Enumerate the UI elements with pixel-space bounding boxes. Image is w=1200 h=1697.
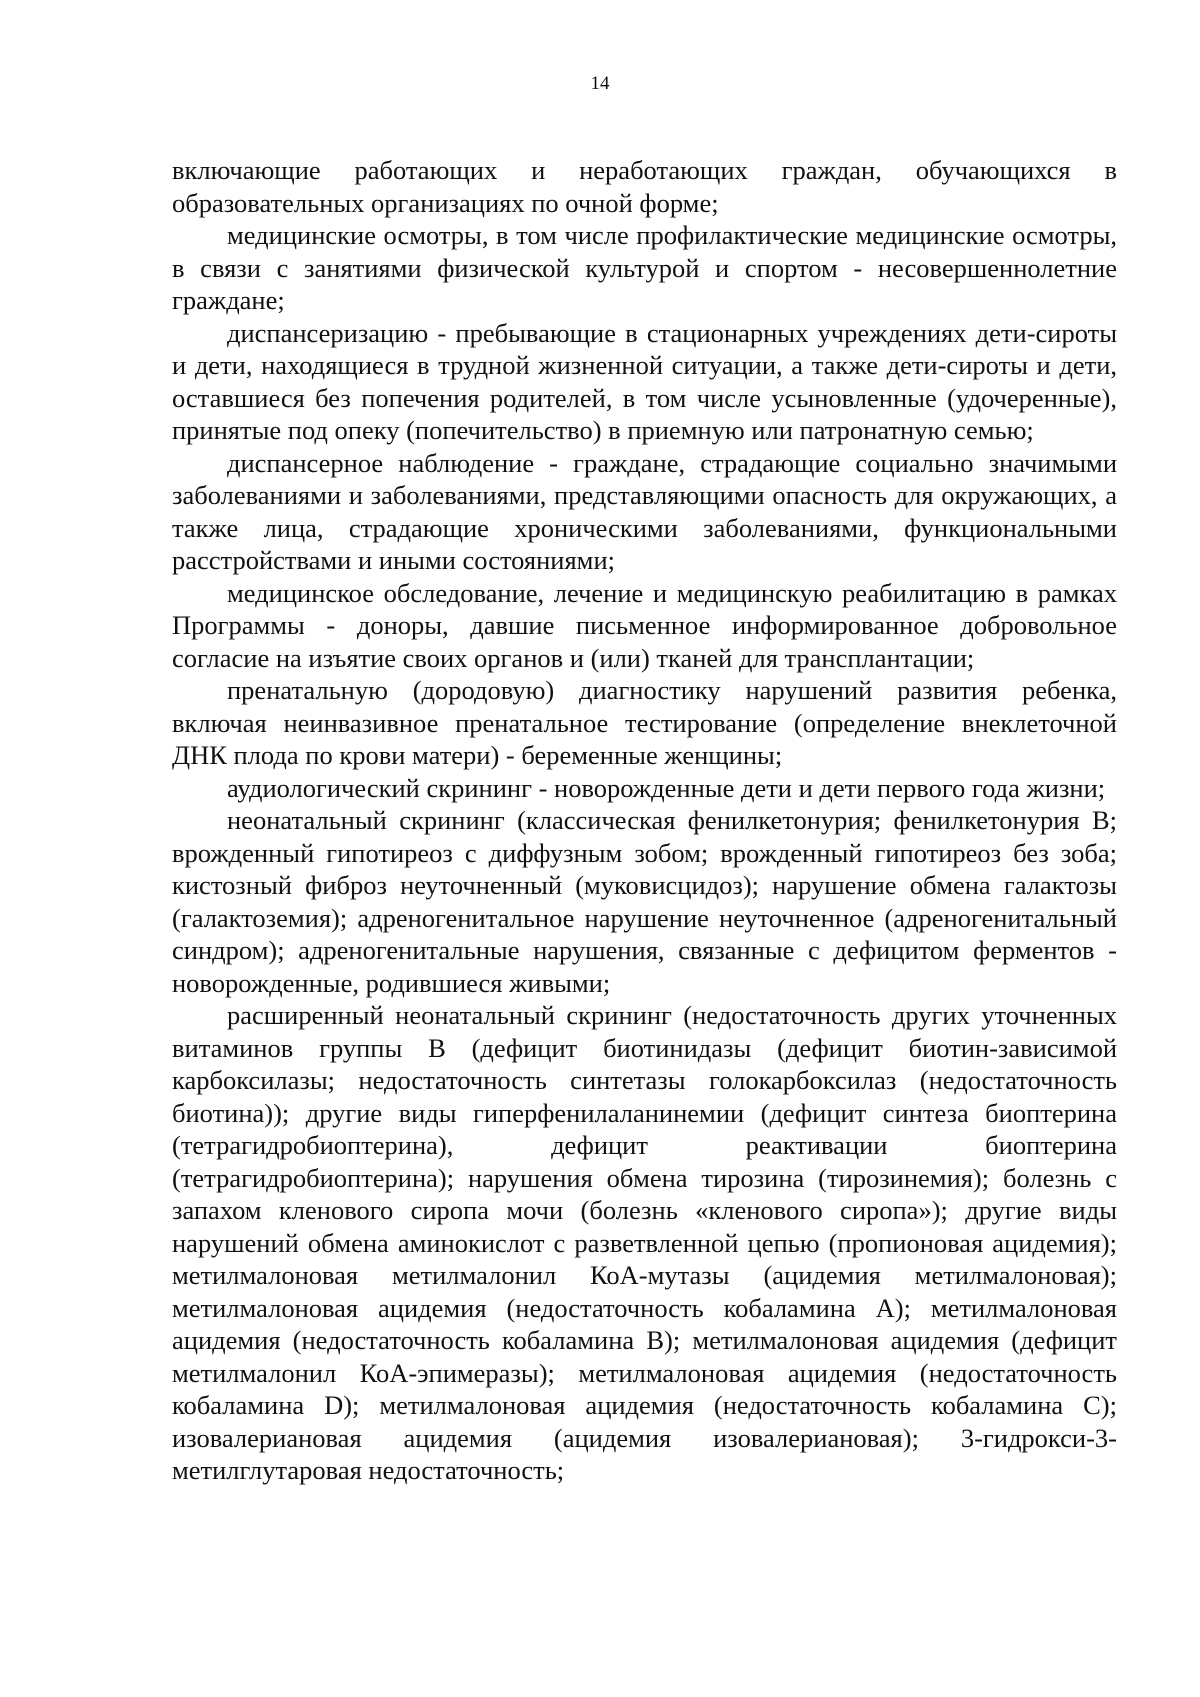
paragraph-audiological-screening: аудиологический скрининг - новорожденные дети и дети первого года жизни; — [227, 772, 1106, 803]
page-number: 14 — [590, 73, 610, 94]
paragraph-neonatal-screening: неонатальный скрининг (классическая фенилкетонурия; фенилкетонурия B; врожденный гипотиреоз с диффузным зобом; врожденный гипотиреоз без зоба; кистозный фиброз неуточненный (муковисцидоз); нарушение обмена галактозы (галактоземия); адреногенитальное нарушение неуточненное (адреногенитальный синдром); адреногенитальные нарушения, связанные с дефицитом ферментов - новорожденные, родившиеся живыми; — [172, 805, 1117, 998]
paragraph-extended-neonatal-screening: расширенный неонатальный скрининг (недостаточность других уточненных витаминов группы B (дефицит биотинидазы (дефицит биотин-зависимой карбоксилазы; недостаточность синтетазы голокарбоксилаз (недостаточность биотина)); другие виды гиперфенилаланинемии (дефицит синтеза биоптерина (тетрагидробиоптерина), дефицит реактивации биоптерина (тетрагидробиоптерина); нарушения обмена тирозина (тирозинемия); болезнь с запахом кленового сиропа мочи (болезнь «кленового сиропа»); другие виды нарушений обмена аминокислот с разветвленной цепью (пропионовая ацидемия); метилмалоновая метилмалонил КоА-мутазы (ацидемия метилмалоновая); метилмалоновая ацидемия (недостаточность кобаламина A); метилмалоновая ацидемия (недостаточность кобаламина B); метилмалоновая ацидемия (дефицит метилмалонил КоА-эпимеразы); метилмалоновая ацидемия (недостаточность кобаламина D); метилмалоновая ацидемия (недостаточность кобаламина C); изовалериановая ацидемия (ацидемия изовалериановая); 3-гидрокси-3-метилглутаровая недостаточность; — [172, 1000, 1117, 1485]
document-body — [172, 154, 1117, 1487]
paragraph-medical-checkups: медицинские осмотры, в том числе профилактические медицинские осмотры, в связи с занятиями физической культурой и спортом - несовершеннолетние граждане; — [172, 220, 1117, 315]
paragraph-donors: медицинское обследование, лечение и медицинскую реабилитацию в рамках Программы - доноры, давшие письменное информированное добровольное согласие на изъятие своих органов и (или) тканей для трансплантации; — [172, 577, 1117, 673]
paragraph-prenatal-diagnostics: пренатальную (дородовую) диагностику нарушений развития ребенка, включая неинвазивное пренатальное тестирование (определение внеклеточной ДНК плода по крови матери) - беременные женщины; — [172, 675, 1117, 770]
paragraph-dispensarization: диспансеризацию - пребывающие в стационарных учреждениях дети-сироты и дети, находящиеся в трудной жизненной ситуации, а также дети-сироты и дети, оставшиеся без попечения родителей, в том числе усыновленные (удочеренные), принятые под опеку (попечительство) в приемную или патронатную семью; — [172, 317, 1117, 445]
paragraph-continuation: включающие работающих и неработающих граждан, обучающихся в образовательных организациях по очной форме; — [172, 155, 1117, 218]
paragraph-dispensary-observation: диспансерное наблюдение - граждане, страдающие социально значимыми заболеваниями и заболеваниями, представляющими опасность для окружающих, а также лица, страдающие хроническими заболеваниями, функциональными расстройствами и иными состояниями; — [172, 447, 1117, 575]
